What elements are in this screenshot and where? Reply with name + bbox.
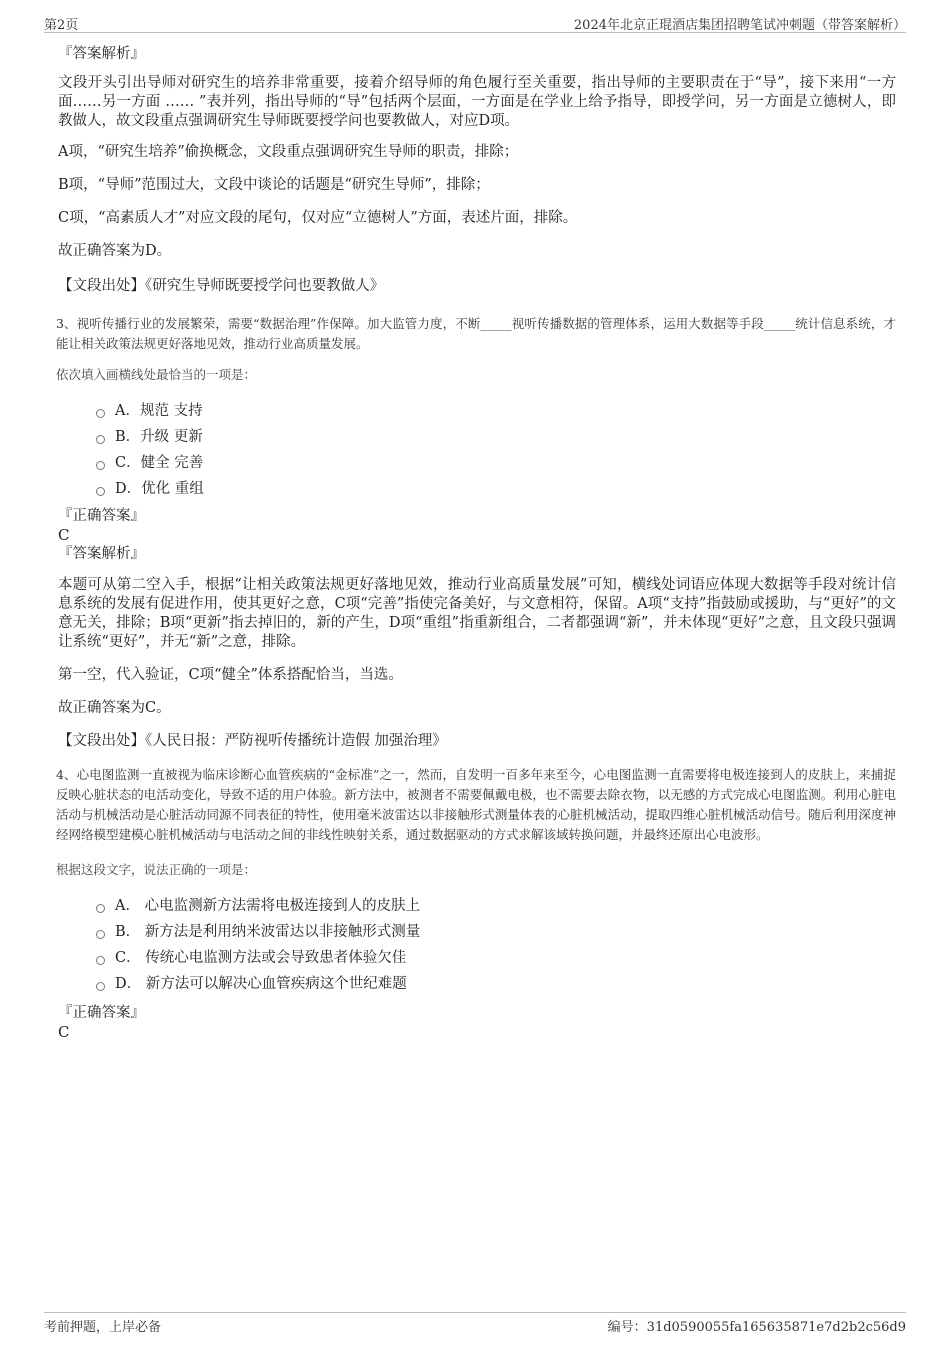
option-label: A． 心电监测新方法需将电极连接到人的皮肤上 (115, 898, 421, 914)
analysis-label: 『答案解析』 (58, 546, 145, 562)
footer-slogan: 考前押题，上岸必备 (44, 1320, 162, 1335)
correct-answer-label: 『正确答案』 (58, 1005, 145, 1021)
option-label: A．规范 支持 (115, 403, 203, 419)
option-a[interactable] (96, 398, 896, 424)
question-3-options (56, 398, 896, 502)
option-c[interactable] (96, 945, 896, 971)
option-a[interactable] (96, 893, 896, 919)
page-content (56, 44, 896, 1041)
correct-answer-label: 『正确答案』 (58, 508, 145, 524)
radio-icon[interactable] (96, 956, 105, 965)
option-label: D．优化 重组 (115, 481, 204, 497)
correct-answer: C (58, 1023, 70, 1041)
conclusion: 故正确答案为D。 (58, 243, 172, 259)
option-label: B． 新方法是利用纳米波雷达以非接触形式测量 (115, 924, 421, 940)
question-4-options (56, 893, 896, 997)
option-b[interactable] (96, 919, 896, 945)
analysis-option-c: C项，“高素质人才”对应文段的尾句，仅对应“立德树人”方面，表述片面，排除。 (58, 210, 578, 226)
question-4-stem: 4、心电图监测一直被视为临床诊断心血管疾病的“金标准”之一，然而，自发明一百多年来至今，心电图监测一直需要将电极连接到人的皮肤上，来捕捉反映心脏状态的电活动变化，导致不适的用户体验。新方法中，被测者不需要佩戴电极，也不需要去除衣物，以无感的方式完成心电图监测。利用心脏电活动与机械活动是心脏活动同源不同表征的特性，使用毫米波雷达以非接触形式测量体表的心脏机械活动，提取四维心脏机械活动信号。随后利用深度神经网络模型建模心脏机械活动与电活动之间的非线性映射关系，通过数据驱动的方式求解该域转换问题，并最终还原出心电波形。 (56, 767, 896, 842)
page-header (44, 14, 906, 33)
option-c[interactable] (96, 450, 896, 476)
radio-icon[interactable] (96, 487, 105, 496)
analysis-option-a: A项，“研究生培养”偷换概念，文段重点强调研究生导师的职责，排除； (58, 144, 519, 160)
source-citation: 【文段出处】《人民日报：严防视听传播统计造假 加强治理》 (58, 733, 447, 749)
option-d[interactable] (96, 476, 896, 502)
option-label: D． 新方法可以解决心血管疾病这个世纪难题 (115, 976, 407, 992)
page-footer (44, 1312, 906, 1337)
option-label: B．升级 更新 (115, 429, 203, 445)
document-title: 2024年北京正琨酒店集团招聘笔试冲刺题（带答案解析） (573, 18, 906, 33)
option-label: C．健全 完善 (115, 455, 204, 471)
analysis-label: 『答案解析』 (58, 46, 145, 62)
page-number: 第2页 (44, 18, 79, 33)
radio-icon[interactable] (96, 930, 105, 939)
option-label: C． 传统心电监测方法或会导致患者体验欠佳 (115, 950, 407, 966)
conclusion: 故正确答案为C。 (58, 700, 171, 716)
radio-icon[interactable] (96, 435, 105, 444)
source-citation: 【文段出处】《研究生导师既要授学问也要教做人》 (58, 278, 385, 294)
analysis-paragraph: 本题可从第二空入手，根据“让相关政策法规更好落地见效，推动行业高质量发展”可知，横线处词语应体现大数据等手段对统计信息系统的发展有促进作用，使其更好之意，C项“完善”指使完备美好，与文意相符，保留。A项“支持”指鼓励或援助，与“更好”的文意无关，排除；B项“更新”指去掉旧的，新的产生，D项“重组”指重新组合，二者都强调“新”，并未体现“更好”之意，且文段只强调让系统“更好”，并无“新”之意，排除。 (58, 577, 896, 650)
analysis-option-b: B项，“导师”范围过大，文段中谈论的话题是“研究生导师”，排除； (58, 177, 490, 193)
radio-icon[interactable] (96, 982, 105, 991)
analysis-paragraph: 文段开头引出导师对研究生的培养非常重要，接着介绍导师的角色履行至关重要，指出导师的主要职责在于“导”，接下来用“一方面……另一方面 …… ”表并列，指出导师的“导”包括两个层面，一方面是在学业上给予指导，即授学问，另一方面是立德树人，即教做人，故文段重点强调研究生导师既要授学问也要教做人，对应D项。 (58, 75, 896, 129)
option-b[interactable] (96, 424, 896, 450)
document-code: 编号：31d0590055fa165635871e7d2b2c56d9 (607, 1320, 906, 1335)
correct-answer: C (58, 526, 70, 544)
option-d[interactable] (96, 971, 896, 997)
question-4-prompt: 根据这段文字，说法正确的一项是： (56, 862, 257, 877)
radio-icon[interactable] (96, 904, 105, 913)
analysis-paragraph-2: 第一空，代入验证，C项“健全”体系搭配恰当，当选。 (58, 667, 403, 683)
question-3-stem: 3、视听传播行业的发展繁荣，需要“数据治理”作保障。加大监管力度，不断_____视听传播数据的管理体系，运用大数据等手段_____统计信息系统，才能让相关政策法规更好落地见效，推动行业高质量发展。 (56, 316, 896, 351)
radio-icon[interactable] (96, 461, 105, 470)
question-3-prompt: 依次填入画横线处最恰当的一项是： (56, 367, 257, 382)
radio-icon[interactable] (96, 409, 105, 418)
